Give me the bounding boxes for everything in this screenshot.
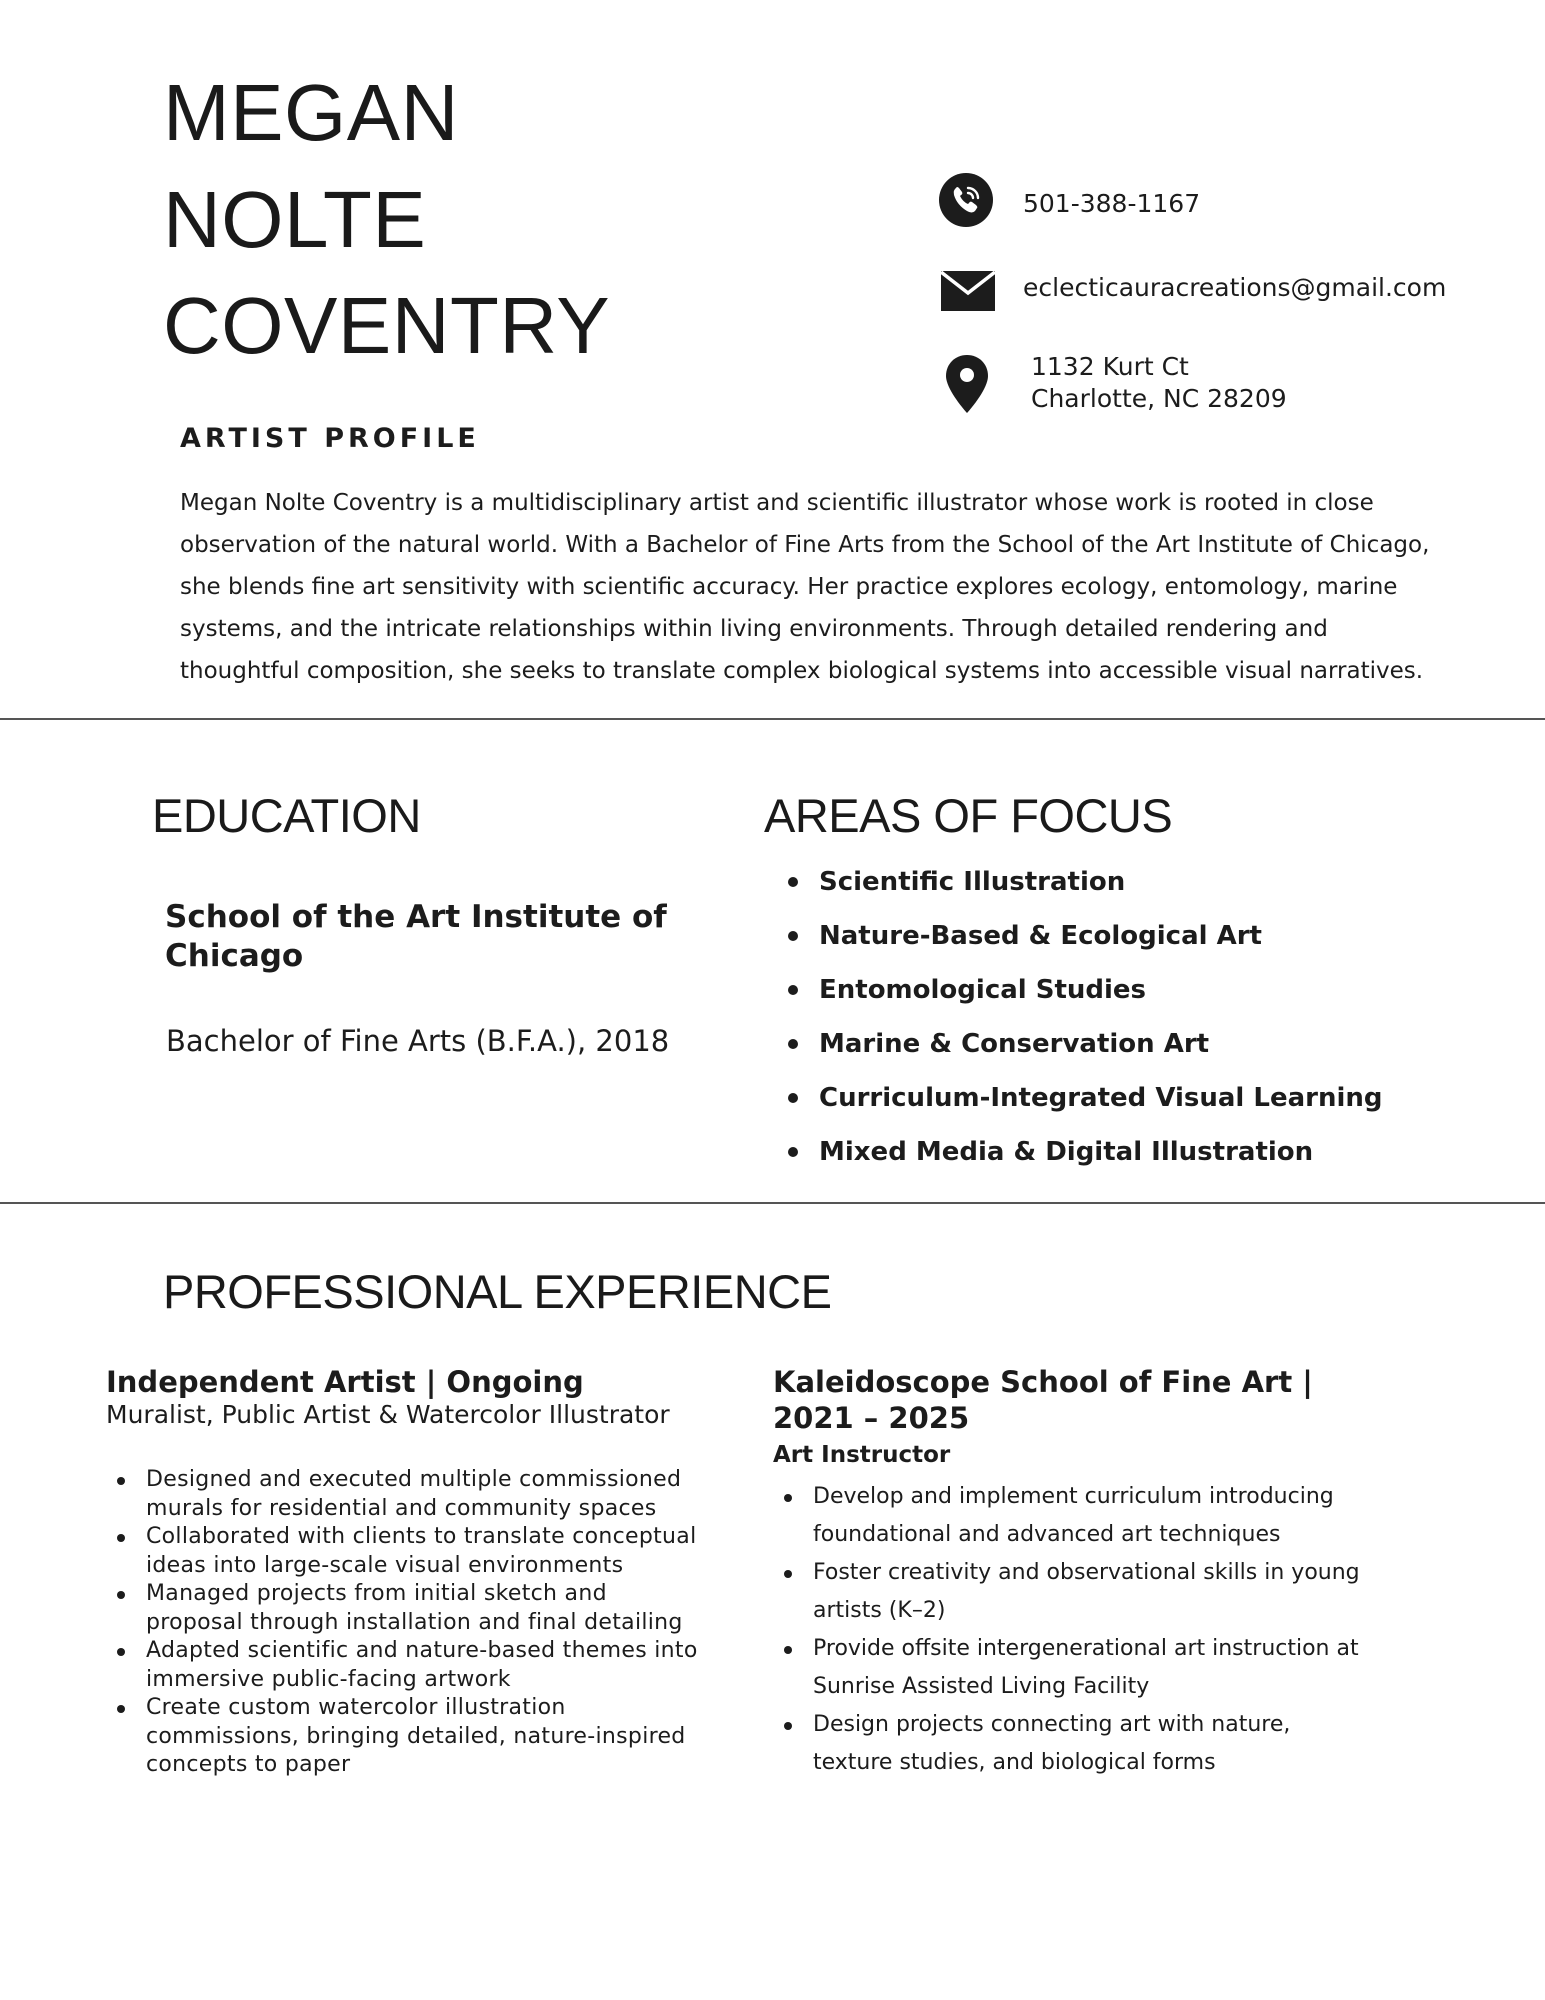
list-item: Create custom watercolor illustration commissions, bringing detailed, nature-inspired concepts to paper <box>106 1694 698 1780</box>
bullet-icon <box>788 1039 798 1049</box>
focus-item: Nature-Based & Ecological Art <box>788 916 1383 970</box>
phone-number[interactable]: 501-388-1167 <box>1023 189 1201 218</box>
profile-line: she blends fine art sensitivity with scientific accuracy. Her practice explores ecology, entomology, marine <box>180 574 1398 600</box>
profile-heading: ARTIST PROFILE <box>180 423 480 454</box>
job1-bullets <box>106 1466 698 1780</box>
school-name: School of the Art Institute of Chicago <box>165 899 667 974</box>
bullet-icon <box>788 985 798 995</box>
profile-line: systems, and the intricate relationships within living environments. Through detailed rendering and <box>180 616 1328 642</box>
focus-item: Mixed Media & Digital Illustration <box>788 1132 1383 1186</box>
list-item: Collaborated with clients to translate conceptual ideas into large-scale visual environments <box>106 1523 698 1580</box>
job2-title-line-2: 2021 – 2025 <box>773 1401 970 1435</box>
bullet-icon <box>788 1093 798 1103</box>
focus-list <box>788 862 1383 1186</box>
list-item: Designed and executed multiple commissioned murals for residential and community spaces <box>106 1466 698 1523</box>
list-item: Foster creativity and observational skills in young artists (K–2) <box>773 1554 1360 1630</box>
phone-icon <box>939 173 993 227</box>
bullet-icon <box>784 1570 792 1578</box>
divider-top <box>0 718 1545 720</box>
profile-line: thoughtful composition, she seeks to translate complex biological systems into accessible visual narratives. <box>180 658 1424 684</box>
bullet-icon <box>788 877 798 887</box>
bullet-icon <box>788 931 798 941</box>
profile-paragraph <box>180 482 1480 692</box>
name-last: COVENTRY <box>163 281 611 370</box>
list-item: Adapted scientific and nature-based themes into immersive public-facing artwork <box>106 1637 698 1694</box>
job2-bullets <box>773 1478 1360 1782</box>
job1-subtitle: Muralist, Public Artist & Watercolor Illustrator <box>106 1400 670 1429</box>
location-pin-icon <box>946 355 988 413</box>
job1-title: Independent Artist | Ongoing <box>106 1365 584 1399</box>
address-line-1: 1132 Kurt Ct <box>1031 352 1189 381</box>
profile-line: observation of the natural world. With a Bachelor of Fine Arts from the School of the Art Institute of Chicago, <box>180 532 1430 558</box>
degree: Bachelor of Fine Arts (B.F.A.), 2018 <box>166 1024 670 1058</box>
focus-item: Scientific Illustration <box>788 862 1383 916</box>
list-item: Managed projects from initial sketch and proposal through installation and final detailing <box>106 1580 698 1637</box>
focus-item: Marine & Conservation Art <box>788 1024 1383 1078</box>
bullet-icon <box>117 1648 125 1656</box>
bullet-icon <box>784 1646 792 1654</box>
bullet-icon <box>784 1494 792 1502</box>
job2-role: Art Instructor <box>773 1442 951 1468</box>
list-item: Develop and implement curriculum introducing foundational and advanced art techniques <box>773 1478 1360 1554</box>
bullet-icon <box>117 1591 125 1599</box>
name-middle: NOLTE <box>163 175 427 264</box>
name-first: MEGAN <box>163 68 459 157</box>
focus-title: AREAS OF FOCUS <box>764 789 1173 842</box>
bullet-icon <box>117 1705 125 1713</box>
divider-bottom <box>0 1202 1545 1204</box>
bullet-icon <box>784 1722 792 1730</box>
focus-item: Entomological Studies <box>788 970 1383 1024</box>
bullet-icon <box>117 1477 125 1485</box>
mail-icon <box>941 271 995 311</box>
job2-title-line-1: Kaleidoscope School of Fine Art | <box>773 1365 1313 1399</box>
list-item: Provide offsite intergenerational art instruction at Sunrise Assisted Living Facility <box>773 1630 1360 1706</box>
bullet-icon <box>117 1534 125 1542</box>
address-line-2: Charlotte, NC 28209 <box>1031 384 1287 413</box>
email-address[interactable]: eclecticauracreations@gmail.com <box>1023 273 1447 302</box>
profile-line: Megan Nolte Coventry is a multidisciplinary artist and scientific illustrator whose work is rooted in close <box>180 490 1374 516</box>
bullet-icon <box>788 1147 798 1157</box>
experience-title: PROFESSIONAL EXPERIENCE <box>163 1265 832 1318</box>
education-title: EDUCATION <box>152 789 421 842</box>
list-item: Design projects connecting art with nature, texture studies, and biological forms <box>773 1706 1360 1782</box>
focus-item: Curriculum-Integrated Visual Learning <box>788 1078 1383 1132</box>
